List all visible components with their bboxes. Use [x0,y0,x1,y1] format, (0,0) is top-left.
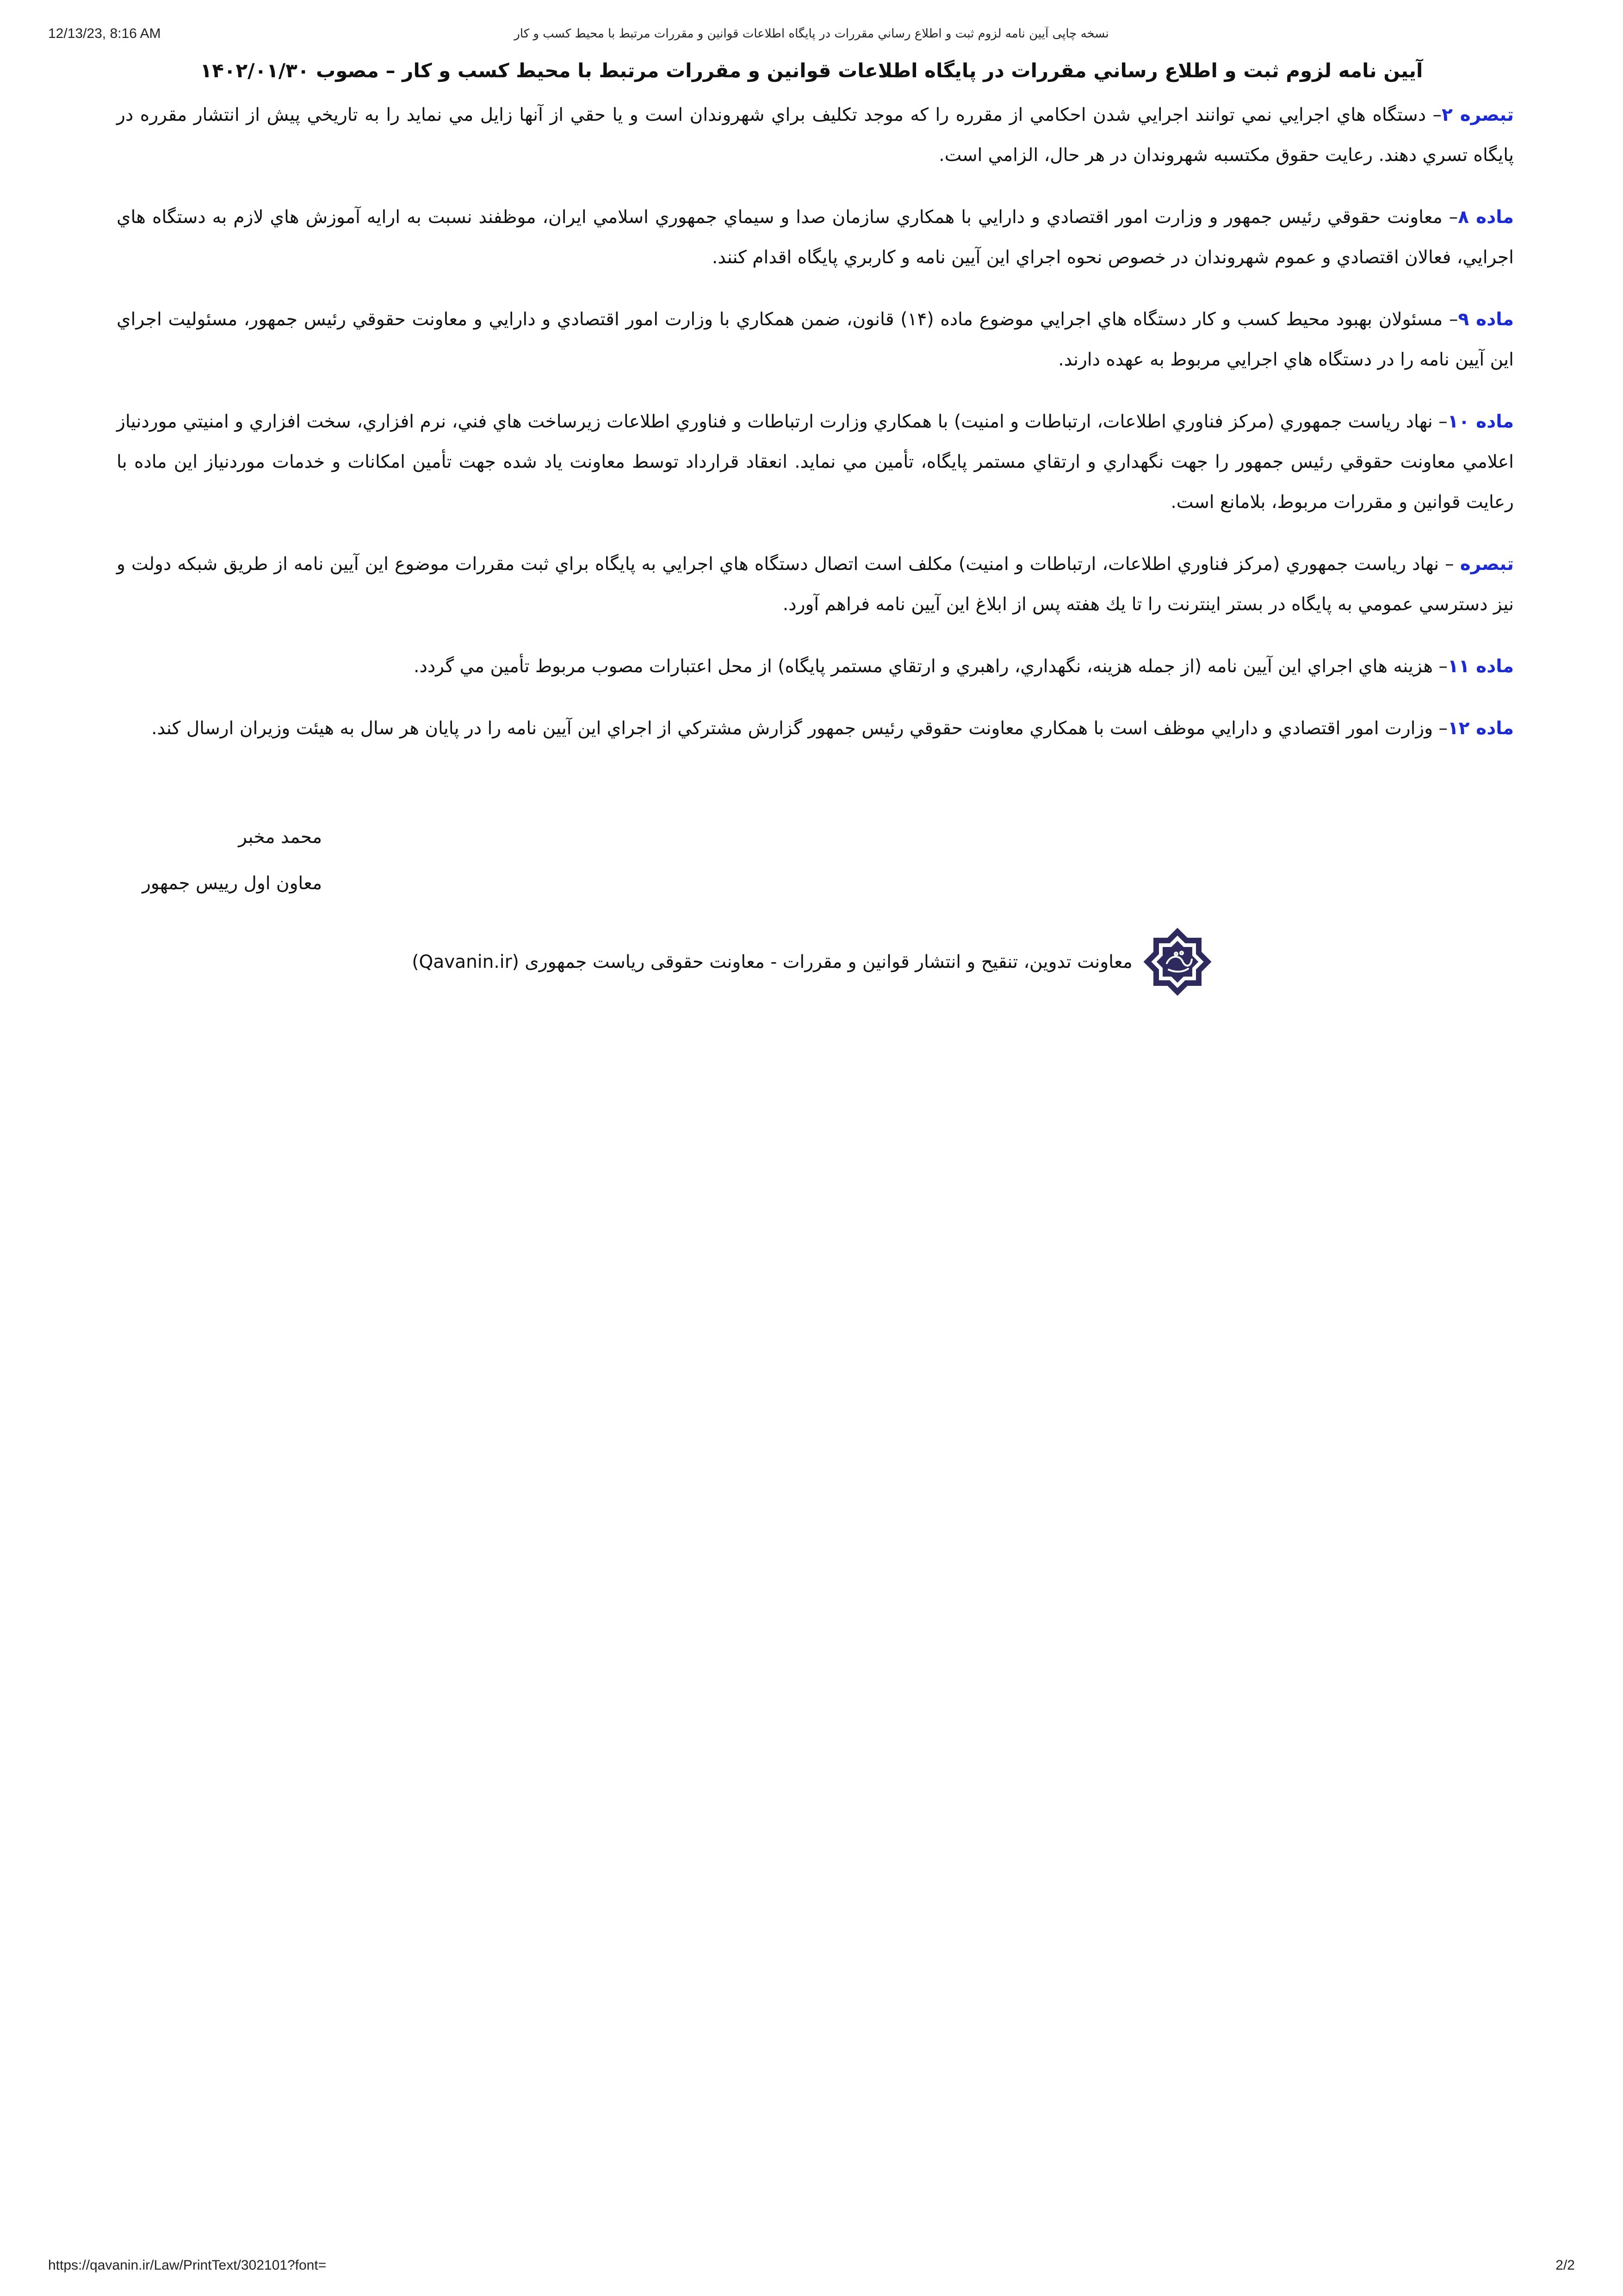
article-8 [117,197,1514,278]
signature-block [142,814,322,907]
article-text: – نهاد رياست جمهوري (مركز فناوري اطلاعات، ارتباطات و امنيت) با همكاري وزارت ارتباطات و فناوري اطلاعات زيرساخت هاي فني، نرم افزاري، سخت افزاري و امنيتي موردنياز اعلامي معاونت حقوقي رئيس جمهور را جهت نگهداري و ارتقاي مستمر پايگاه، تأمين مي نمايد. انعقاد قرارداد توسط معاونت ياد شده جهت تأمين امكانات و خدمات موردنياز اين ماده با رعايت قوانين و مقررات مربوط، بلامانع است. [117,411,1514,513]
print-header-title: نسخه چاپی آيين نامه لزوم ثبت و اطلاع رساني مقررات در پايگاه اطلاعات قوانين و مقررات مرتبط با محيط كسب و كار [514,27,1109,41]
article-text: – نهاد رياست جمهوري (مركز فناوري اطلاعات، ارتباطات و امنيت) مكلف است اتصال دستگاه هاي اجرايي به پايگاه براي ثبت مقررات موضوع اين آيين نامه از طريق شبكه دولت و نيز دسترسي عمومي به پايگاه در بستر اينترنت را تا يك هفته پس از ابلاغ اين آيين نامه فراهم آورد. [117,554,1514,615]
article-text: – وزارت امور اقتصادي و دارايي موظف است با همكاري معاونت حقوقي رئيس جمهور گزارش مشتركي از اجراي اين آيين نامه را در پايان هر سال به هيئت وزيران ارسال كند. [151,718,1448,739]
print-datetime: 12/13/23, 8:16 AM [48,26,161,41]
article-label: تبصره ۲ [1442,105,1514,125]
article-text: – دستگاه هاي اجرايي نمي توانند اجرايي شدن احكامي از مقرره را كه موجد تكليف براي شهروندان است و يا حقي از آنها زايل مي نمايد را به تاريخي پيش از انتشار مقرره در پايگاه تسري دهند. رعايت حقوق مكتسبه شهروندان در هر حال، الزامي است. [117,105,1514,166]
article-9 [117,299,1514,380]
footer-credit-text: معاونت تدوین، تنقیح و انتشار قوانین و مقررات - معاونت حقوقی ریاست جمهوری (Qavanin.ir) [412,951,1133,972]
signatory-position: معاون اول رييس جمهور [142,873,322,894]
article-text: – معاونت حقوقي رئيس جمهور و وزارت امور اقتصادي و دارايي با همكاري سازمان صدا و سيماي جمهوري اسلامي ايران، موظفند نسبت به ارايه آموزش هاي لازم به دستگاه هاي اجرايي، فعالان اقتصادي و عموم شهروندان در خصوص نحوه اجراي اين آيين نامه و كاربري پايگاه اقدام كنند. [117,207,1514,268]
article-label: ماده ۱۲ [1447,718,1514,739]
article-label: تبصره [1460,554,1514,575]
article-text: – هزينه هاي اجراي اين آيين نامه (از جمله هزينه، نگهداري، راهبري و ارتقاي مستمر پايگاه) از محل اعتبارات مصوب مربوط تأمين مي گردد. [414,656,1448,677]
article-note-2 [117,95,1514,175]
signatory-name: محمد مخبر [238,827,322,848]
article-label: ماده ۸ [1458,207,1514,228]
document-body [117,95,1514,770]
article-12 [117,708,1514,749]
article-text: – مسئولان بهبود محيط كسب و كار دستگاه هاي اجرايي موضوع ماده (۱۴) قانون، ضمن همكاري با وزارت امور اقتصادي و دارايي و معاونت حقوقي رئيس جمهور، مسئوليت اجراي اين آيين نامه را در دستگاه هاي اجرايي مربوط به عهده دارند. [117,309,1514,370]
article-label: ماده ۱۱ [1447,656,1514,677]
article-label: ماده ۹ [1458,309,1514,330]
page-number: 2/2 [1555,2258,1575,2273]
footer-credit [361,927,1263,996]
qavanin-emblem-icon [1143,927,1212,996]
article-10 [117,402,1514,522]
article-11 [117,646,1514,687]
article-note [117,544,1514,625]
print-url: https://qavanin.ir/Law/PrintText/302101?font= [48,2258,327,2273]
article-label: ماده ۱۰ [1447,411,1514,432]
document-title: آيين نامه لزوم ثبت و اطلاع رساني مقررات در پايگاه اطلاعات قوانين و مقررات مرتبط با محيط كسب و كار – مصوب ۱۴۰۲/۰۱/۳۰ [200,59,1423,82]
